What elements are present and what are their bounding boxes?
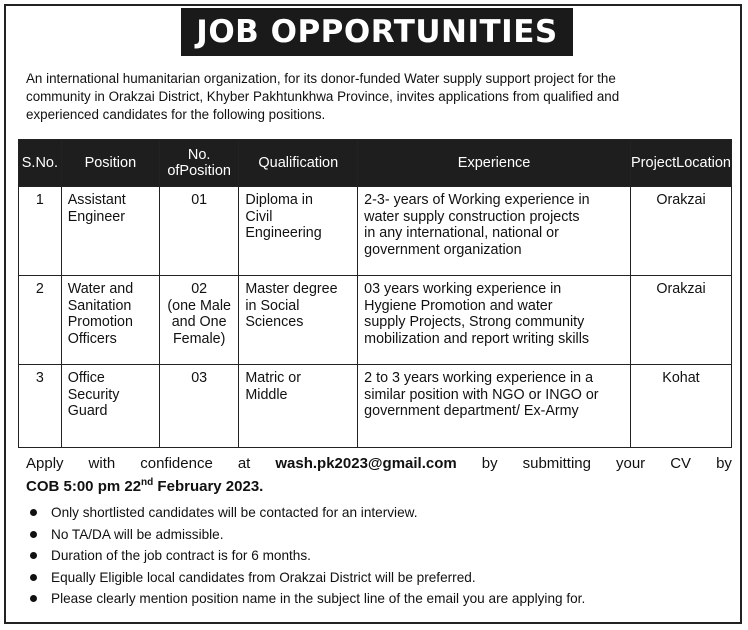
list-item: Duration of the job contract is for 6 months. <box>26 545 732 567</box>
deadline: COB 5:00 pm 22nd February 2023. <box>26 477 264 495</box>
bullet-icon <box>30 509 37 516</box>
intro-line: community in Orakzai District, Khyber Pakhtunkhwa Province, invites applications from qualified and <box>26 89 620 104</box>
cell-sno: 2 <box>19 276 62 365</box>
cell-location: Orakzai <box>630 187 731 276</box>
cell-position: Office Security Guard <box>61 365 159 448</box>
cell-location: Orakzai <box>630 276 731 365</box>
apply-word: CV <box>670 455 692 472</box>
cell-qualification: Diploma in Civil Engineering <box>239 187 358 276</box>
cell-sno: 3 <box>19 365 62 448</box>
intro-line: experienced candidates for the following positions. <box>26 107 326 122</box>
bullet-icon <box>30 574 37 581</box>
apply-word: by <box>716 455 732 472</box>
cell-count: 02 (one Male and One Female) <box>159 276 238 365</box>
job-advertisement <box>4 4 742 624</box>
header-position: Position <box>61 140 159 187</box>
apply-word: confidence <box>140 455 213 472</box>
email-address[interactable]: wash.pk2023@gmail.com <box>275 455 457 472</box>
apply-word: by <box>481 455 498 472</box>
cell-experience: 2 to 3 years working experience in a similar position with NGO or INGO or government department/ Ex-Army <box>358 365 631 448</box>
notes-list <box>26 502 732 610</box>
list-item: No TA/DA will be admissible. <box>26 524 732 546</box>
list-item: Only shortlisted candidates will be contacted for an interview. <box>26 502 732 524</box>
cell-qualification: Matric or Middle <box>239 365 358 448</box>
table-row <box>19 276 732 365</box>
header-location: ProjectLocation <box>630 140 731 187</box>
cell-count: 03 <box>159 365 238 448</box>
list-item: Please clearly mention position name in the subject line of the email you are applying for. <box>26 588 732 610</box>
cell-position: Water and Sanitation Promotion Officers <box>61 276 159 365</box>
header-experience: Experience <box>358 140 631 187</box>
header-no-of-position: No. ofPosition <box>159 140 238 187</box>
positions-table <box>18 139 732 448</box>
bullet-icon <box>30 552 37 559</box>
cell-position: Assistant Engineer <box>61 187 159 276</box>
list-item: Equally Eligible local candidates from Orakzai District will be preferred. <box>26 567 732 589</box>
cell-sno: 1 <box>19 187 62 276</box>
cell-count: 01 <box>159 187 238 276</box>
intro-paragraph <box>26 70 732 124</box>
apply-instructions <box>26 454 732 496</box>
table-row <box>19 365 732 448</box>
table-row <box>19 187 732 276</box>
apply-word: Apply <box>26 455 64 472</box>
header-sno: S.No. <box>19 140 62 187</box>
header-qualification: Qualification <box>239 140 358 187</box>
apply-word: your <box>616 455 646 472</box>
cell-experience: 03 years working experience in Hygiene Promotion and water supply Projects, Strong community mobilization and report writing skills <box>358 276 631 365</box>
page-title: JOB OPPORTUNITIES <box>181 8 573 56</box>
intro-line: An international humanitarian organization, for its donor-funded Water supply support project for the <box>26 71 616 86</box>
table-header-row <box>19 140 732 187</box>
bullet-icon <box>30 531 37 538</box>
cell-experience: 2-3- years of Working experience in water supply construction projects in any international, national or government organization <box>358 187 631 276</box>
apply-word: at <box>237 455 251 472</box>
apply-word: submitting <box>522 455 591 472</box>
apply-word: with <box>88 455 116 472</box>
cell-location: Kohat <box>630 365 731 448</box>
bullet-icon <box>30 595 37 602</box>
cell-qualification: Master degree in Social Sciences <box>239 276 358 365</box>
